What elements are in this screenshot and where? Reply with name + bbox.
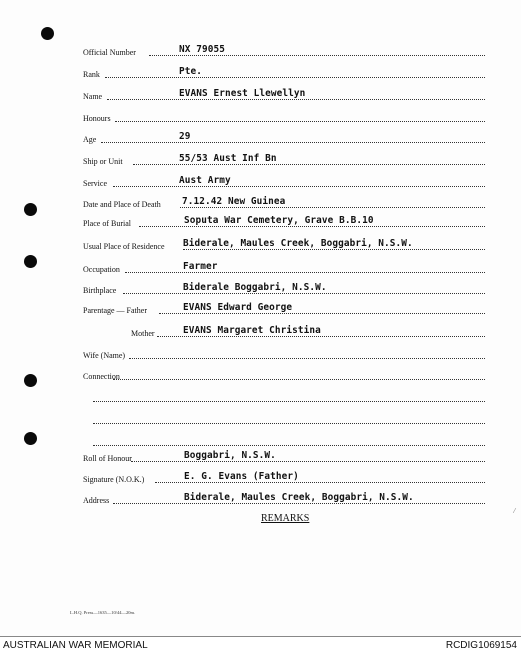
connection-blank-line — [93, 410, 485, 426]
birthplace-value: Biderale Boggabri, N.S.W. — [183, 282, 327, 293]
wife-label: Wife (Name) — [83, 351, 126, 360]
name-row — [83, 86, 485, 102]
connection-label: Connection — [83, 372, 120, 381]
roll-of-honour-row — [83, 448, 485, 464]
archive-footer — [0, 636, 521, 654]
age-row — [83, 129, 485, 145]
birthplace-label: Birthplace — [83, 286, 117, 295]
age-value: 29 — [179, 131, 191, 142]
mother-label: Mother — [131, 329, 155, 338]
address-row — [83, 490, 485, 506]
usual-residence-value: Biderale, Maules Creek, Boggabri, N.S.W. — [183, 238, 413, 249]
usual-residence-label: Usual Place of Residence — [83, 242, 165, 251]
honours-row — [83, 108, 485, 124]
rank-label: Rank — [83, 70, 100, 79]
honours-label: Honours — [83, 114, 111, 123]
mother-row — [83, 323, 485, 339]
date-place-death-value: 7.12.42 New Guinea — [182, 196, 286, 207]
margin-mark: ⁄ — [514, 508, 516, 515]
place-of-burial-row — [83, 213, 485, 229]
name-label: Name — [83, 92, 103, 101]
service-value: Aust Army — [179, 175, 231, 186]
name-value: EVANS Ernest Llewellyn — [179, 88, 306, 99]
roll-of-honour-label: Roll of Honour — [83, 454, 132, 463]
occupation-label: Occupation — [83, 265, 120, 274]
signature-label: Signature (N.O.K.) — [83, 475, 145, 484]
occupation-value: Farmer — [183, 261, 218, 272]
archive-name: AUSTRALIAN WAR MEMORIAL — [3, 640, 148, 651]
date-place-death-row — [83, 194, 485, 210]
father-row — [83, 300, 485, 316]
mother-value: EVANS Margaret Christina — [183, 325, 321, 336]
signature-value: E. G. Evans (Father) — [184, 471, 299, 482]
rank-value: Pte. — [179, 66, 202, 77]
father-value: EVANS Edward George — [183, 302, 293, 313]
father-label: Parentage — Father — [83, 306, 147, 315]
place-of-burial-label: Place of Burial — [83, 219, 131, 228]
punch-hole-icon — [24, 432, 37, 445]
usual-residence-row — [83, 236, 485, 252]
archive-reference: RCDIG1069154 — [445, 640, 517, 651]
punch-hole-icon — [24, 374, 37, 387]
punch-hole-icon — [24, 203, 37, 216]
signature-row — [83, 469, 485, 485]
address-value: Biderale, Maules Creek, Boggabri, N.S.W. — [184, 492, 414, 503]
punch-hole-icon — [24, 255, 37, 268]
occupation-row — [83, 259, 485, 275]
rank-row — [83, 64, 485, 80]
birthplace-row — [83, 280, 485, 296]
date-place-death-label: Date and Place of Death — [83, 200, 161, 209]
connection-row — [83, 366, 485, 382]
ship-or-unit-label: Ship or Unit — [83, 157, 123, 166]
connection-blank-line — [93, 432, 485, 448]
official-number-value: NX 79055 — [179, 44, 225, 55]
ship-or-unit-value: 55/53 Aust Inf Bn — [179, 153, 277, 164]
remarks-heading: REMARKS — [261, 513, 310, 524]
address-label: Address — [83, 496, 110, 505]
service-row — [83, 173, 485, 189]
roll-of-honour-value: Boggabri, N.S.W. — [184, 450, 276, 461]
official-number-label: Official Number — [83, 48, 136, 57]
place-of-burial-value: Soputa War Cemetery, Grave B.B.10 — [184, 215, 374, 226]
wife-row — [83, 345, 485, 361]
official-number-row — [83, 42, 485, 58]
connection-blank-line — [93, 388, 485, 404]
service-label: Service — [83, 179, 107, 188]
age-label: Age — [83, 135, 97, 144]
ship-or-unit-row — [83, 151, 485, 167]
printer-imprint: L.H.Q. Press—1635—10/44—20m. — [70, 610, 136, 615]
punch-hole-icon — [41, 27, 54, 40]
